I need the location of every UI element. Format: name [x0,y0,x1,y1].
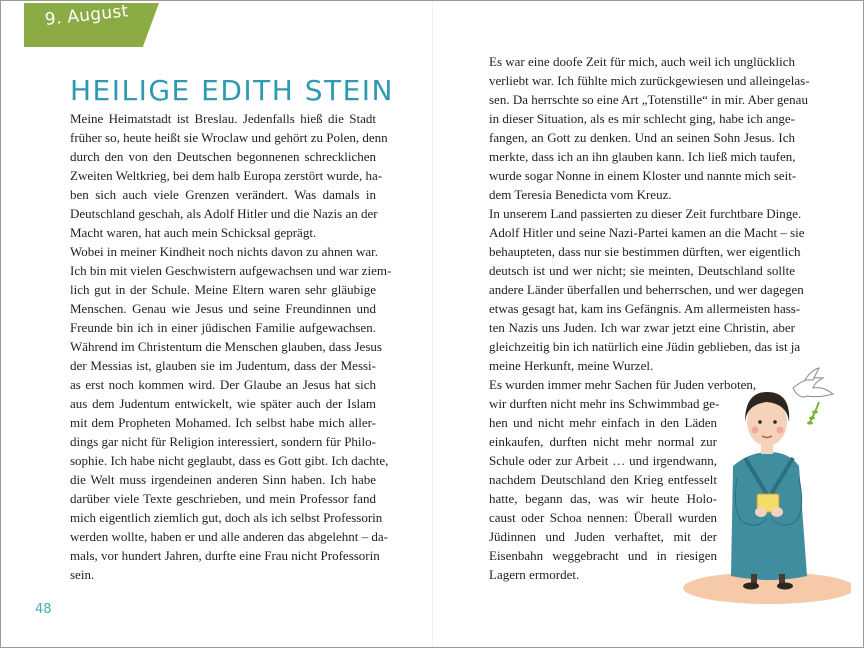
text-line: gleichzeitig bin ich natürlich eine Jüdin geblieben, das ist ja [489,339,801,354]
text-line: Macht waren, hat auch mein Schicksal geprägt. [70,225,317,240]
text-line: wir durften nicht mehr ins Schwimmbad ge- [489,396,720,411]
text-line: Während im Christentum die Menschen glauben, dass Jesus [70,339,382,354]
chapter-title: HEILIGE EDITH STEIN [70,73,394,107]
text-line: Freunde bin ich in einer jüdischen Familie aufgewachsen. [70,320,376,335]
text-line: sophie. Ich habe nicht geglaubt, dass es Gott gibt. Ich dachte, [70,453,389,468]
text-line: werden wollte, haben er und alle anderen das abgelehnt – da- [70,529,389,544]
figure [731,392,807,590]
text-line: Wobei in meiner Kindheit noch nichts davon zu ahnen war. [70,244,378,259]
text-line: fangen, an Gott zu denken. Und an seinen Sohn Jesus. Ich [489,130,795,145]
text-line: in dieser Situation, als es mir schlecht ging, habe ich ange- [489,111,795,126]
text-line: mals, vor hundert Jahren, durfte eine Frau nicht Professorin [70,548,380,563]
edith-stein-illustration [681,366,851,606]
dove-icon [793,368,833,425]
text-line: der Messias ist, glauben sie im Judentum, dass der Messi- [70,358,376,373]
text-line: ben sich auch viele Grenzen verändert. Was damals in [70,187,376,202]
text-line: meine Herkunft, meine Wurzel. [489,358,654,373]
text-line: früher so, heute heißt sie Wroclaw und gehört zu Polen, denn [70,130,388,145]
text-line: nachdem Deutschland den Krieg entfesselt [489,472,717,487]
text-line: mit dem Propheten Mohamed. Ich selbst habe mich aller- [70,415,376,430]
text-line: Es wurden immer mehr Sachen für Juden verboten, [489,377,757,392]
text-line: hen und nicht mehr einfach in den Läden [489,415,717,430]
text-line: lich gut in der Schule. Meine Eltern waren sehr gläubige [70,282,376,297]
date-label: 9. August [43,1,130,30]
text-line: merkte, dass ich an ihn glauben kann. Ich ließ mich taufen, [489,149,796,164]
text-line: Meine Heimatstadt ist Breslau. Jedenfalls hieß die Stadt [70,111,376,126]
text-line: verliebt war. Ich fühlte mich zurückgewiesen und alleingelas- [489,73,810,88]
text-line: as erst noch kommen wird. Der Glaube an Jesus hat sich [70,377,376,392]
text-line: ten Nazis uns Juden. Ich war zwar jetzt eine Christin, aber [489,320,795,335]
text-line: Adolf Hitler und seine Nazi-Partei kamen an die Macht – sie [489,225,805,240]
text-line: Ich bin mit vielen Geschwistern aufgewachsen und war ziem- [70,263,392,278]
text-line: dings gar nicht für Religion interessiert, sondern für Philo- [70,434,376,449]
text-line: caust oder Schoa nennen: Überall wurden [489,510,717,525]
page-gutter [432,1,433,647]
text-line: hatte, begann das, was wir heute Holo- [489,491,717,506]
text-line: sen. Da herrschte so eine Art „Totenstille“ in mir. Aber genau [489,92,808,107]
page-number: 48 [35,602,52,617]
text-line: In unserem Land passierten zu dieser Zeit furchtbare Dinge. [489,206,802,221]
text-line: durch den von den Deutschen begonnenen schrecklichen [70,149,376,164]
text-line: Schule oder zur Arbeit … und irgendwann, [489,453,717,468]
text-line: wurde sogar Nonne in einem Kloster und nannte mich seit- [489,168,797,183]
text-line: dem Teresia Benedicta vom Kreuz. [489,187,672,202]
text-line: Deutschland geschah, als Adolf Hitler und die Nazis an der [70,206,378,221]
text-line: sein. [70,567,95,582]
text-line: darüber viele Texte geschrieben, und mein Professor fand [70,491,376,506]
text-line: einkaufen, durften nicht mehr normal zur [489,434,717,449]
text-line: etwas gesagt hat, kam ins Gefängnis. Am allermeisten hass- [489,301,801,316]
text-line: andere Länder überfallen und beherrschen, und wer dagegen [489,282,804,297]
text-line: Lagern ermordet. [489,567,580,582]
text-line: Es war eine doofe Zeit für mich, auch weil ich unglücklich [489,54,795,69]
text-line: Zweiten Weltkrieg, bei dem halb Europa zerstört wurde, ha- [70,168,383,183]
text-line: Eisenbahn weggebracht und in riesigen [489,548,717,563]
text-line: mich eigentlich ziemlich gut, doch als ich selbst Professorin [70,510,383,525]
text-line: deutsch ist und wer nicht; sie meinten, Deutschland sollte [489,263,795,278]
text-line: Jüdinnen und Juden verhaftet, mit der [489,529,717,544]
text-line: Menschen. Genau wie Jesus und seine Freundinnen und [70,301,376,316]
text-line: die Welt muss irgendeinen anderen Sinn haben. Ich habe [70,472,376,487]
text-line: aus dem Judentum entwickelt, wie später auch der Islam [70,396,376,411]
text-line: behaupteten, dass nur sie bestimmen dürften, wer eigentlich [489,244,801,259]
